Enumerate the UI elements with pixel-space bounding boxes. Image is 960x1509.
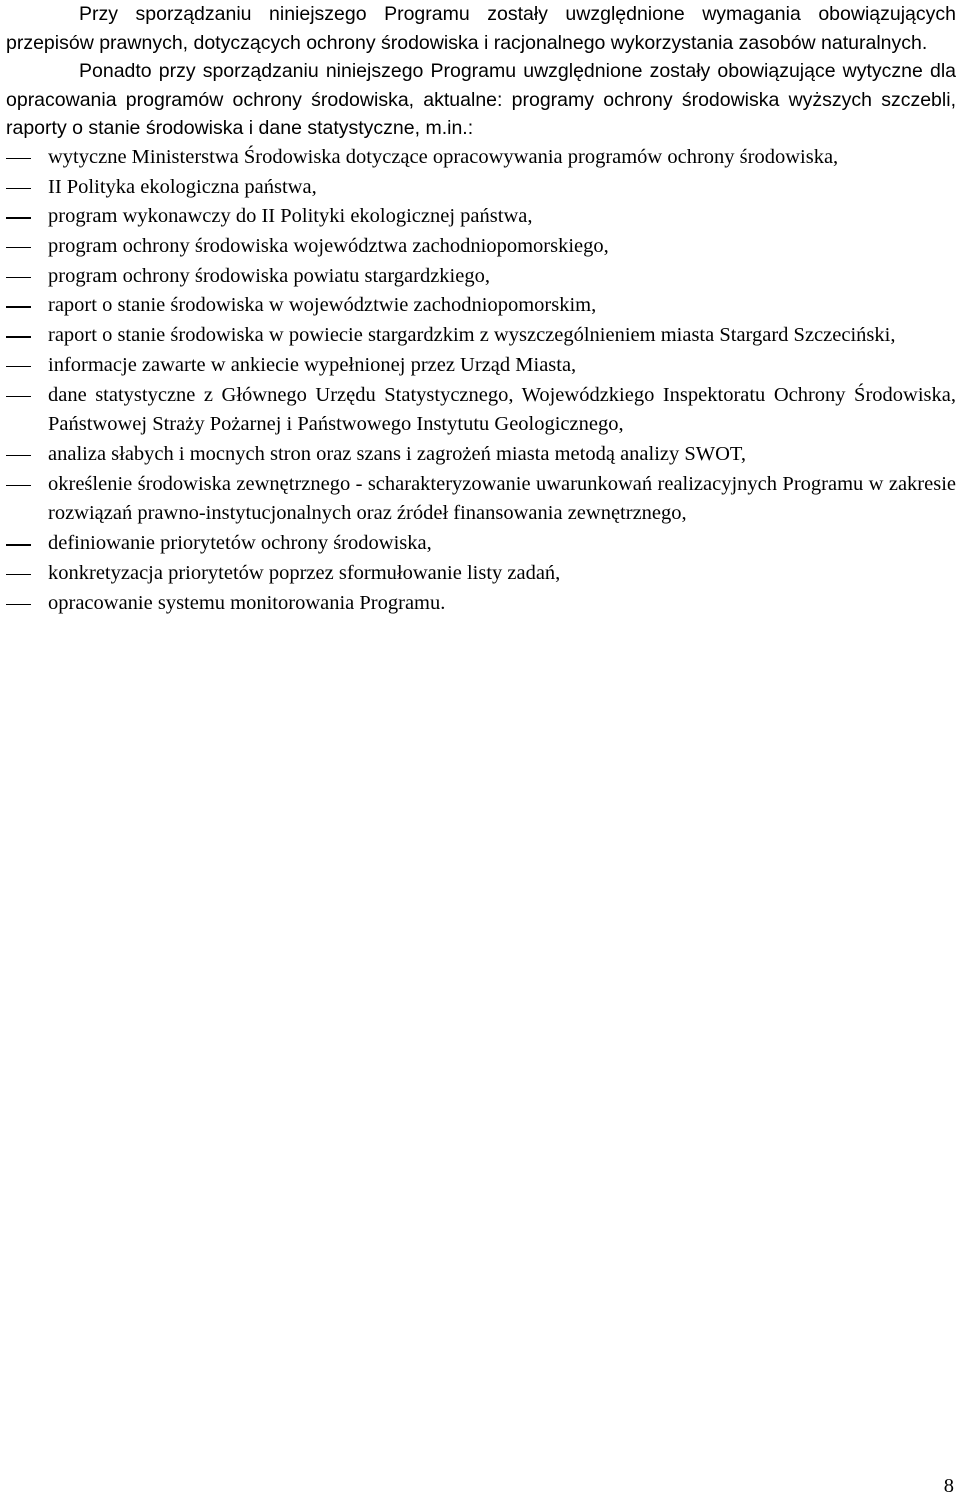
list-item: [6, 351, 956, 381]
dash-bullet-icon: [6, 217, 31, 218]
list-item-text: określenie środowiska zewnętrznego - scharakteryzowanie uwarunkowań realizacyjnych Programu w zakresie rozwiązań prawno-instytucjonalnych oraz źródeł finansowania zewnętrznego,: [48, 472, 956, 525]
dash-bullet-icon: [6, 455, 31, 456]
list-item-text: definiowanie priorytetów ochrony środowiska,: [48, 532, 432, 555]
list-item: [6, 440, 956, 470]
requirements-list: [6, 143, 956, 618]
dash-bullet-icon: [6, 336, 31, 337]
dash-bullet-icon: [6, 485, 31, 486]
dash-bullet-icon: [6, 366, 31, 367]
list-item-text: informacje zawarte w ankiecie wypełnionej przez Urząd Miasta,: [48, 353, 577, 376]
list-item: [6, 202, 956, 232]
dash-bullet-icon: [6, 544, 31, 545]
dash-bullet-icon: [6, 188, 31, 189]
list-item: [6, 173, 956, 203]
list-item: [6, 470, 956, 529]
list-item-text: konkretyzacja priorytetów poprzez sformułowanie listy zadań,: [48, 561, 561, 584]
dash-bullet-icon: [6, 247, 31, 248]
list-item-text: opracowanie systemu monitorowania Programu.: [48, 591, 446, 614]
list-item: [6, 559, 956, 589]
list-item: [6, 321, 956, 351]
dash-bullet-icon: [6, 396, 31, 397]
list-item: [6, 232, 956, 262]
list-item-text: program ochrony środowiska powiatu stargardzkiego,: [48, 264, 490, 287]
list-item: [6, 291, 956, 321]
dash-bullet-icon: [6, 604, 31, 605]
list-item-text: II Polityka ekologiczna państwa,: [48, 175, 317, 198]
list-item: [6, 589, 956, 619]
dash-bullet-icon: [6, 158, 31, 159]
list-item-text: program wykonawczy do II Polityki ekologicznej państwa,: [48, 205, 533, 228]
dash-bullet-icon: [6, 574, 31, 575]
dash-bullet-icon: [6, 277, 31, 278]
list-item-text: wytyczne Ministerstwa Środowiska dotyczące opracowywania programów ochrony środowiska,: [48, 145, 839, 168]
list-item-text: program ochrony środowiska województwa zachodniopomorskiego,: [48, 235, 609, 258]
list-item-text: dane statystyczne z Głównego Urzędu Statystycznego, Wojewódzkiego Inspektoratu Ochrony Środowiska, Państwowej Straży Pożarnej i Państwowego Instytutu Geologicznego,: [48, 383, 956, 436]
intro-paragraph-2: Ponadto przy sporządzaniu niniejszego Programu uwzględnione zostały obowiązujące wytyczne dla opracowania programów ochrony środowiska, aktualne: programy ochrony środowiska wyższych szczebli, raporty o stanie środowiska i dane statystyczne, m.in.:: [6, 60, 956, 140]
list-item: [6, 529, 956, 559]
page-number: 8: [943, 1475, 954, 1497]
dash-bullet-icon: [6, 306, 31, 307]
list-item: [6, 262, 956, 292]
list-item-text: analiza słabych i mocnych stron oraz szans i zagrożeń miasta metodą analizy SWOT,: [48, 443, 747, 465]
list-item: [6, 381, 956, 440]
document-page: [6, 0, 956, 618]
list-item: [6, 143, 956, 173]
intro-paragraph-1: Przy sporządzaniu niniejszego Programu zostały uwzględnione wymagania obowiązujących przepisów prawnych, dotyczących ochrony środowiska i racjonalnego wykorzystania zasobów naturalnych.: [6, 3, 956, 54]
list-item-text: raport o stanie środowiska w województwie zachodniopomorskim,: [48, 294, 597, 317]
list-item-text: raport o stanie środowiska w powiecie stargardzkim z wyszczególnieniem miasta Stargard Szczeciński,: [48, 324, 896, 347]
